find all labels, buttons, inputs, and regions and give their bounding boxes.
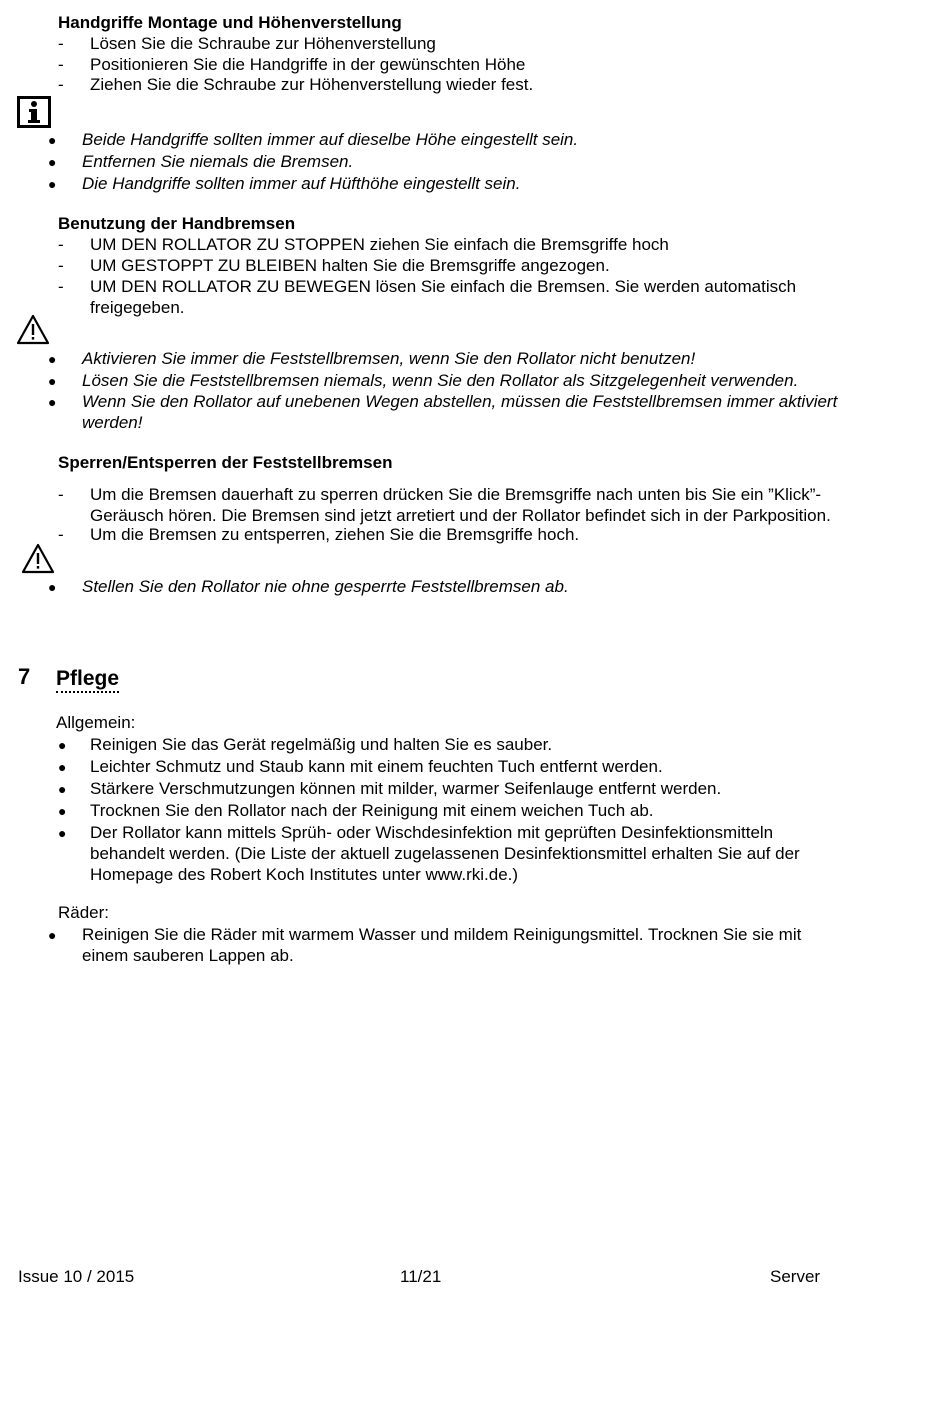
handgriffe-note-1: Beide Handgriffe sollten immer auf dieselbe Höhe eingestellt sein. [82,130,579,149]
dash-marker: - [58,55,64,74]
section-title-wrapper [56,668,119,690]
allgemein-label: Allgemein: [56,713,136,732]
bullet-marker: ● [48,351,57,367]
bullet-marker: ● [48,394,57,410]
bullet-marker: ● [48,154,57,170]
info-icon [17,96,51,133]
handbremsen-step-2: UM GESTOPPT ZU BLEIBEN halten Sie die Bremsgriffe angezogen. [90,256,610,275]
feststell-step-1 [90,484,880,526]
handgriffe-step-3: Ziehen Sie die Schraube zur Höhenverstellung wieder fest. [90,75,534,94]
allgemein-item-5: Der Rollator kann mittels Sprüh- oder Wischdesinfektion mit geprüften Desinfektionsmitteln behandelt werden. (Die Liste der aktuell zugelassenen Desinfektionsmittel erhalten Sie auf der Homepage des Robert Koch Institutes unter www.rki.de.) [90,823,800,884]
feststell-step-2: Um die Bremsen zu entsperren, ziehen Sie die Bremsgriffe hoch. [90,525,580,544]
heading-handgriffe: Handgriffe Montage und Höhenverstellung [58,13,402,32]
footer-product: Server [770,1267,821,1286]
handbremsen-step-1: UM DEN ROLLATOR ZU STOPPEN ziehen Sie einfach die Bremsgriffe hoch [90,235,669,254]
warning-triangle-icon [16,314,50,351]
handgriffe-step-2: Positionieren Sie die Handgriffe in der gewünschten Höhe [90,55,526,74]
dash-marker: - [58,256,64,275]
allgemein-item-3: Stärkere Verschmutzungen können mit milder, warmer Seifenlauge entfernt werden. [90,779,722,798]
handbremsen-warning-1: Aktivieren Sie immer die Feststellbremsen, wenn Sie den Rollator nicht benutzen! [82,349,696,368]
bullet-marker: ● [58,825,67,841]
allgemein-item-2: Leichter Schmutz und Staub kann mit einem feuchten Tuch entfernt werden. [90,757,663,776]
dash-marker: - [58,75,64,94]
handgriffe-step-1: Lösen Sie die Schraube zur Höhenverstellung [90,34,436,53]
allgemein-item-1: Reinigen Sie das Gerät regelmäßig und halten Sie es sauber. [90,735,553,754]
bullet-marker: ● [48,176,57,192]
footer-issue: Issue 10 / 2015 [18,1267,135,1286]
bullet-marker: ● [48,927,57,943]
bullet-marker: ● [58,759,67,775]
handgriffe-note-2: Entfernen Sie niemals die Bremsen. [82,152,354,171]
allgemein-item-4: Trocknen Sie den Rollator nach der Reinigung mit einem weichen Tuch ab. [90,801,654,820]
dash-marker: - [58,525,64,544]
handbremsen-warning-3: Wenn Sie den Rollator auf unebenen Wegen abstellen, müssen die Feststellbremsen immer aktiviert werden! [82,392,838,432]
dash-marker: - [58,277,64,296]
raeder-item-1: Reinigen Sie die Räder mit warmem Wasser und mildem Reinigungsmittel. Trocknen Sie sie mit einem sauberen Lappen ab. [82,925,802,965]
handgriffe-note-3: Die Handgriffe sollten immer auf Hüfthöhe eingestellt sein. [82,174,521,193]
bullet-marker: ● [58,803,67,819]
section-title: Pflege [56,667,119,693]
handbremsen-warning-2: Lösen Sie die Feststellbremsen niemals, wenn Sie den Rollator als Sitzgelegenheit verwenden. [82,371,799,390]
dash-marker: - [58,235,64,254]
footer-page-number: 11/21 [400,1267,442,1286]
feststell-step-1-text: Um die Bremsen dauerhaft zu sperren drücken Sie die Bremsgriffe nach unten bis Sie ein ”Klick”-Geräusch hören. Die Bremsen sind jetzt arretiert und der Rollator befindet sich in der Parkposition. [90,485,831,525]
dash-marker: - [58,34,64,53]
bullet-marker: ● [48,132,57,148]
warning-triangle-icon [21,543,55,580]
bullet-marker: ● [48,579,57,595]
section-number: 7 [18,664,31,689]
feststell-warning-1: Stellen Sie den Rollator nie ohne gesperrte Feststellbremsen ab. [82,577,569,596]
bullet-marker: ● [58,737,67,753]
heading-feststellbremsen: Sperren/Entsperren der Feststellbremsen [58,453,393,472]
heading-handbremsen: Benutzung der Handbremsen [58,214,296,233]
bullet-marker: ● [58,781,67,797]
handbremsen-step-3: UM DEN ROLLATOR ZU BEWEGEN lösen Sie einfach die Bremsen. Sie werden automatisch freigegeben. [90,277,797,317]
bullet-marker: ● [48,373,57,389]
dash-marker: - [58,485,64,504]
raeder-label: Räder: [58,903,110,922]
